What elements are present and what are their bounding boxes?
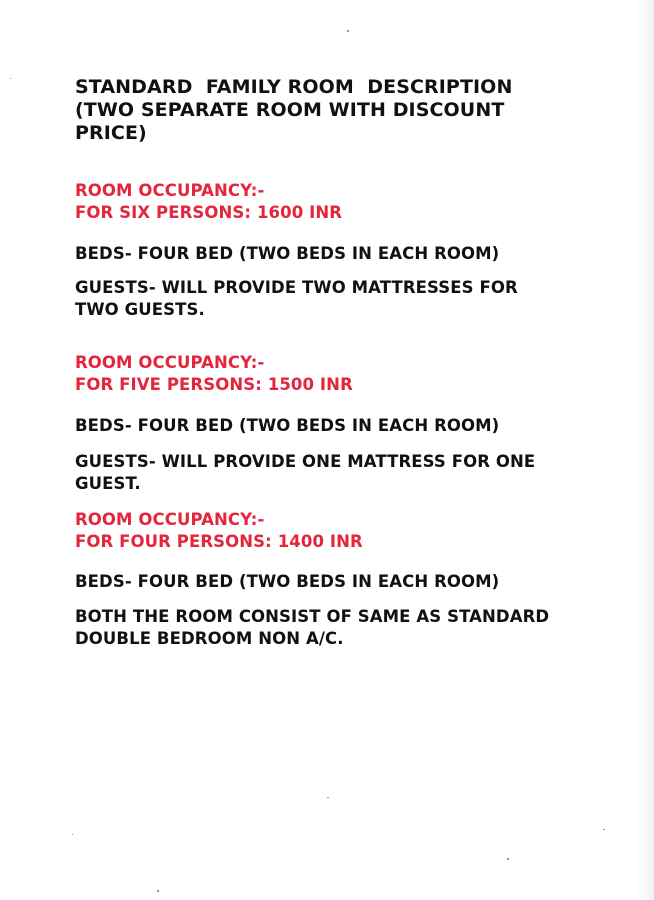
paper-edge-shadow [636,0,654,900]
occupancy-six-persons [75,180,635,224]
scan-speck [72,834,73,835]
document-title [75,76,615,145]
occupancy-four-persons [75,509,635,553]
occupancy-price: FOR SIX PERSONS: 1600 INR [75,203,343,222]
scan-speck [347,30,349,32]
guests-note [75,277,635,321]
scan-speck [10,78,11,79]
guests-note [75,451,635,495]
beds-info [75,571,635,593]
beds-line: BEDS- FOUR BED (TWO BEDS IN EACH ROOM) [75,244,500,263]
note-line: GUESTS- WILL PROVIDE TWO MATTRESSES FOR [75,278,518,297]
occupancy-price: FOR FIVE PERSONS: 1500 INR [75,375,353,394]
title-line: PRICE) [75,122,147,144]
beds-line: BEDS- FOUR BED (TWO BEDS IN EACH ROOM) [75,572,500,591]
note-line: GUEST. [75,474,141,493]
scan-speck [157,890,159,892]
occupancy-price: FOR FOUR PERSONS: 1400 INR [75,532,363,551]
note-line: GUESTS- WILL PROVIDE ONE MATTRESS FOR ONE [75,452,536,471]
note-line: DOUBLE BEDROOM NON A/C. [75,629,344,648]
note-line: TWO GUESTS. [75,300,205,319]
note-line: BOTH THE ROOM CONSIST OF SAME AS STANDARD [75,607,550,626]
scan-speck [327,797,329,798]
beds-line: BEDS- FOUR BED (TWO BEDS IN EACH ROOM) [75,416,500,435]
title-line: STANDARD FAMILY ROOM DESCRIPTION [75,76,513,98]
room-note [75,606,635,650]
occupancy-five-persons [75,352,635,396]
scan-speck [507,858,509,860]
beds-info [75,243,635,265]
occupancy-label: ROOM OCCUPANCY:- [75,353,265,372]
occupancy-label: ROOM OCCUPANCY:- [75,181,265,200]
beds-info [75,415,635,437]
title-line: (TWO SEPARATE ROOM WITH DISCOUNT [75,99,505,121]
occupancy-label: ROOM OCCUPANCY:- [75,510,265,529]
scan-speck [603,829,605,830]
